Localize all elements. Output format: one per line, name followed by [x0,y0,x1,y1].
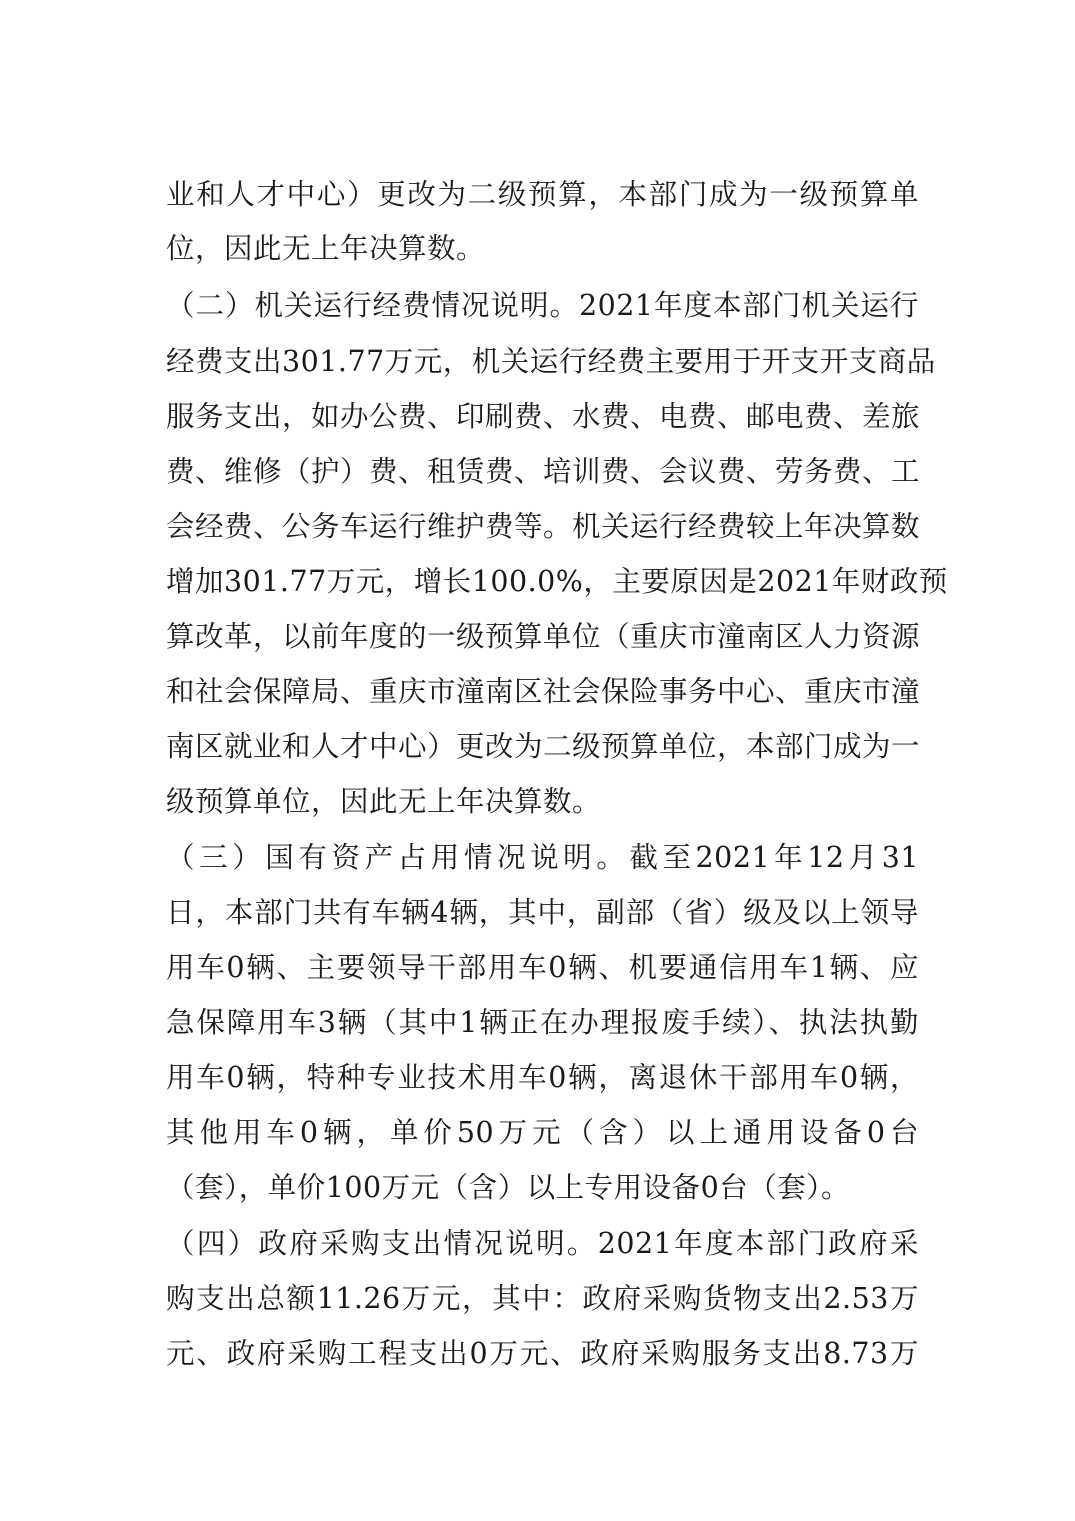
text-line: 业和人才中心）更改为二级预算，本部门成为一级预算单 [166,178,919,211]
text-line: （三）国有资产占用情况说明。截至2021年12月31 [166,841,919,874]
text-line: 元、政府采购工程支出0万元、政府采购服务支出8.73万 [166,1337,919,1370]
text-line: 费、维修（护）费、租赁费、培训费、会议费、劳务费、工 [166,455,921,488]
text-line: 南区就业和人才中心）更改为二级预算单位，本部门成为一 [166,730,921,763]
text-line: 经费支出301.77万元，机关运行经费主要用于开支开支商品 [166,345,936,378]
text-line: 用车0辆，特种专业技术用车0辆，离退休干部用车0辆， [166,1061,919,1094]
text-line: （套），单价100万元（含）以上专用设备0台（套）。 [166,1171,851,1204]
text-line: （四）政府采购支出情况说明。2021年度本部门政府采 [166,1227,919,1260]
text-line: 和社会保障局、重庆市潼南区社会保险事务中心、重庆市潼 [166,675,921,708]
text-line: 其他用车0辆，单价50万元（含）以上通用设备0台 [166,1116,919,1149]
text-line: 会经费、公务车运行维护费等。机关运行经费较上年决算数 [166,510,921,543]
text-line: 急保障用车3辆（其中1辆正在办理报废手续）、执法执勤 [166,1006,919,1039]
text-line: 购支出总额11.26万元，其中：政府采购货物支出2.53万 [166,1282,919,1315]
text-line: 服务支出，如办公费、印刷费、水费、电费、邮电费、差旅 [166,400,921,433]
text-line: 级预算单位，因此无上年决算数。 [166,785,602,818]
text-line: 位，因此无上年决算数。 [166,232,486,265]
text-line: 算改革，以前年度的一级预算单位（重庆市潼南区人力资源 [166,620,921,653]
text-line: （二）机关运行经费情况说明。2021年度本部门机关运行 [166,289,919,322]
text-line: 增加301.77万元，增长100.0%，主要原因是2021年财政预 [166,565,948,598]
text-line: 用车0辆、主要领导干部用车0辆、机要通信用车1辆、应 [166,951,919,984]
text-line: 日，本部门共有车辆4辆，其中，副部（省）级及以上领导 [166,896,919,929]
